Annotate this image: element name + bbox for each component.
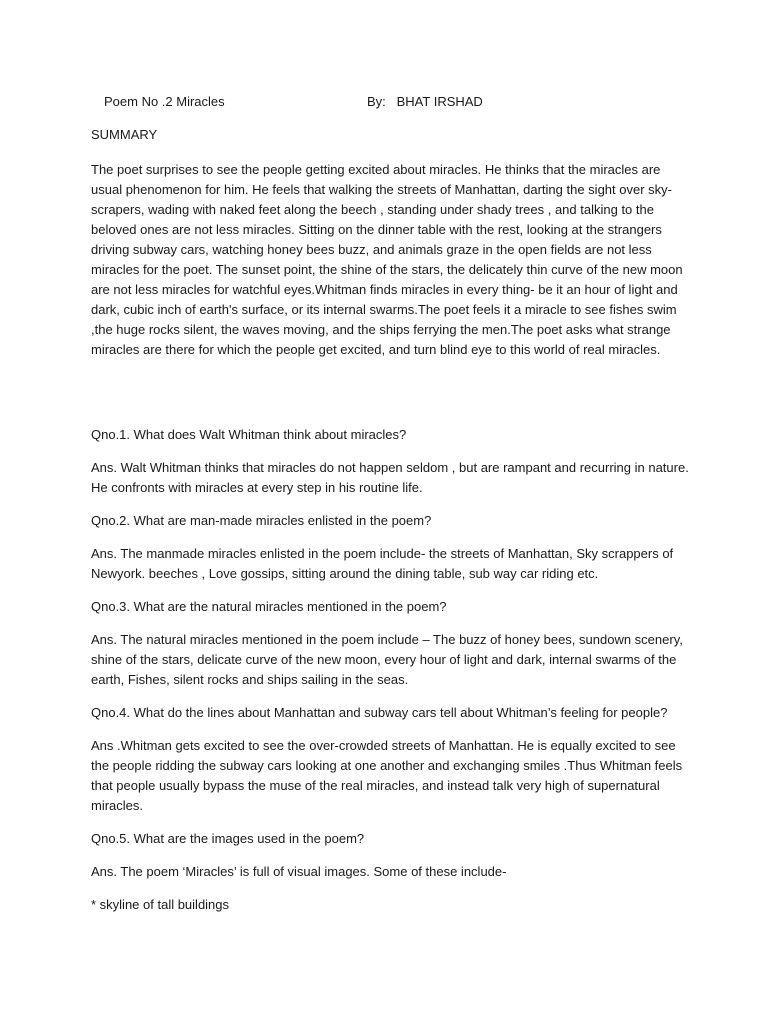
answer-5: Ans. The poem ‘Miracles’ is full of visual images. Some of these include- bbox=[91, 864, 507, 879]
answer-4: Ans .Whitman gets excited to see the over-crowded streets of Manhattan. He is equally excited to see the people ridding the subway cars looking at one another and exchanging smiles .Thus Whitman feels that people usually bypass the muse of the real miracles, and instead talk very high of supernatural miracles. bbox=[91, 738, 683, 813]
author-line: By: BHAT IRSHAD bbox=[367, 94, 483, 109]
summary-heading: SUMMARY bbox=[91, 127, 158, 142]
question-5: Qno.5. What are the images used in the poem? bbox=[91, 831, 365, 846]
question-2: Qno.2. What are man-made miracles enlisted in the poem? bbox=[91, 513, 432, 528]
question-4: Qno.4. What do the lines about Manhattan and subway cars tell about Whitman’s feeling for people? bbox=[91, 705, 668, 720]
bullet-item: * skyline of tall buildings bbox=[91, 897, 230, 912]
document-header bbox=[104, 94, 704, 112]
summary-paragraph: The poet surprises to see the people getting excited about miracles. He thinks that the miracles are usual phenomenon for him. He feels that walking the streets of Manhattan, darting the sight over sky-scrapers, wading with naked feet along the beech , standing under shady trees , and talking to the beloved ones are not less miracles. Sitting on the dinner table with the rest, looking at the strangers driving subway cars, watching honey bees buzz, and animals graze in the open fields are not less miracles for the poet. The sunset point, the shine of the stars, the delicately thin curve of the new moon are not less miracles for watchful eyes.Whitman finds miracles in every thing- be it an hour of light and dark, cubic inch of earth's surface, or its internal swarms.The poet feels it a miracle to see fishes swim ,the huge rocks silent, the waves moving, and the ships ferrying the men.The poet asks what strange miracles are there for which the people get excited, and turn blind eye to this world of real miracles. bbox=[91, 162, 683, 357]
answer-3: Ans. The natural miracles mentioned in the poem include – The buzz of honey bees, sundown scenery, shine of the stars, delicate curve of the new moon, every hour of light and dark, internal swarms of the earth, Fishes, silent rocks and ships sailing in the seas. bbox=[91, 632, 683, 687]
answer-1: Ans. Walt Whitman thinks that miracles do not happen seldom , but are rampant and recurring in nature. He confronts with miracles at every step in his routine life. bbox=[91, 460, 689, 495]
question-1: Qno.1. What does Walt Whitman think about miracles? bbox=[91, 427, 407, 442]
poem-title: Poem No .2 Miracles bbox=[104, 94, 225, 109]
question-3: Qno.3. What are the natural miracles mentioned in the poem? bbox=[91, 599, 447, 614]
answer-2: Ans. The manmade miracles enlisted in the poem include- the streets of Manhattan, Sky scrappers of Newyork. beeches , Love gossips, sitting around the dining table, sub way car riding etc. bbox=[91, 546, 674, 581]
